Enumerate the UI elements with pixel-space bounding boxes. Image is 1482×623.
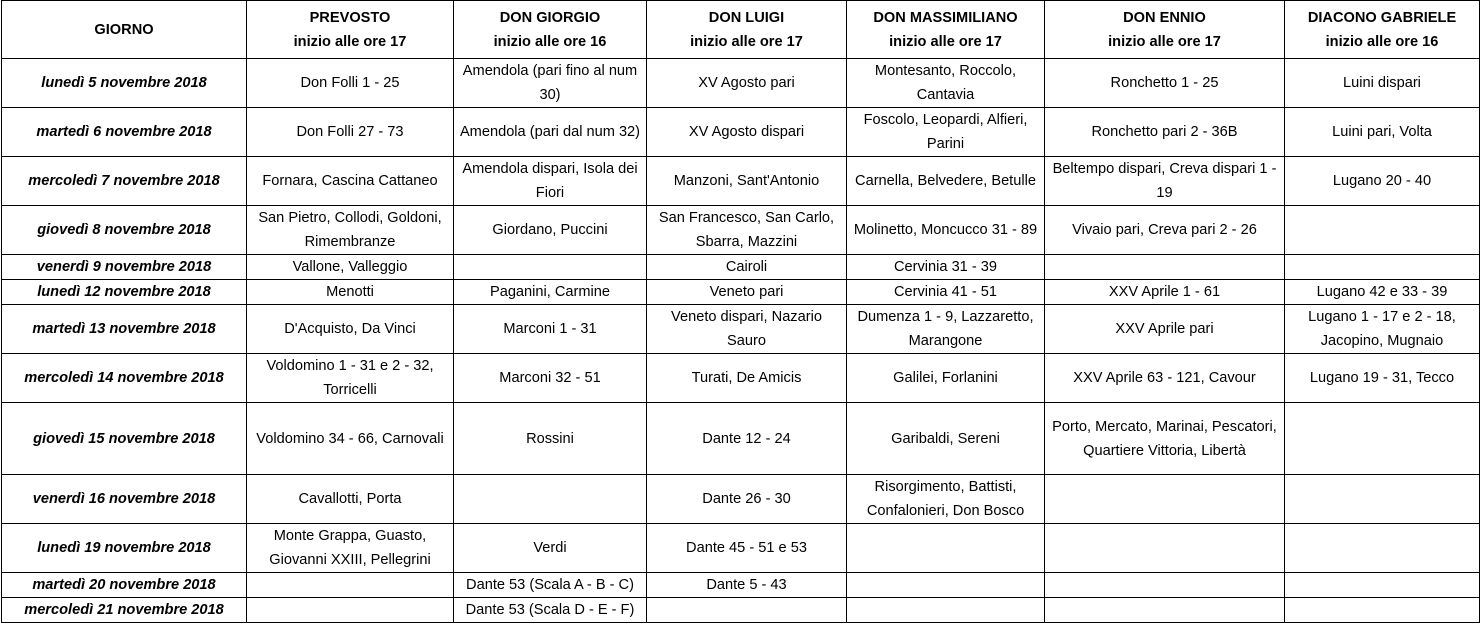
table-cell: Vallone, Valleggio [247, 255, 454, 280]
table-cell [454, 475, 647, 524]
table-cell [1045, 524, 1285, 573]
table-cell: Don Folli 27 - 73 [247, 108, 454, 157]
table-row [2, 403, 1480, 475]
table-cell: Dante 53 (Scala D - E - F) [454, 598, 647, 623]
table-cell: Vivaio pari, Creva pari 2 - 26 [1045, 206, 1285, 255]
table-cell: Giordano, Puccini [454, 206, 647, 255]
table-cell: Dante 53 (Scala A - B - C) [454, 573, 647, 598]
table-cell: San Francesco, San Carlo, Sbarra, Mazzini [647, 206, 847, 255]
table-cell [1045, 255, 1285, 280]
col-header-start-time: inizio alle ore 16 [493, 33, 607, 50]
table-cell [1045, 598, 1285, 623]
table-cell: Montesanto, Roccolo, Cantavia [847, 59, 1045, 108]
table-cell [847, 573, 1045, 598]
table-cell: Dumenza 1 - 9, Lazzaretto, Marangone [847, 305, 1045, 354]
table-cell: Voldomino 34 - 66, Carnovali [247, 403, 454, 475]
table-cell: Lugano 20 - 40 [1285, 157, 1480, 206]
table-cell [1285, 475, 1480, 524]
col-header-title: PREVOSTO [309, 9, 391, 26]
table-cell: Lugano 1 - 17 e 2 - 18, Jacopino, Mugnaio [1285, 305, 1480, 354]
schedule-table [1, 0, 1480, 623]
table-cell [847, 598, 1045, 623]
table-cell: Turati, De Amicis [647, 354, 847, 403]
table-cell [247, 598, 454, 623]
table-cell: Foscolo, Leopardi, Alfieri, Parini [847, 108, 1045, 157]
col-header-title: GIORNO [94, 21, 154, 38]
day-cell: martedì 13 novembre 2018 [2, 305, 247, 354]
table-row [2, 206, 1480, 255]
table-cell: Ronchetto 1 - 25 [1045, 59, 1285, 108]
table-cell: Manzoni, Sant'Antonio [647, 157, 847, 206]
col-header-start-time: inizio alle ore 17 [293, 33, 407, 50]
table-row [2, 280, 1480, 305]
table-cell: Monte Grappa, Guasto, Giovanni XXIII, Pellegrini [247, 524, 454, 573]
col-header-don-luigi [647, 1, 847, 59]
table-cell: Dante 5 - 43 [647, 573, 847, 598]
col-header-don-giorgio [454, 1, 647, 59]
col-header-title: DON ENNIO [1123, 9, 1206, 26]
table-cell: Marconi 1 - 31 [454, 305, 647, 354]
table-row [2, 475, 1480, 524]
table-cell [1285, 524, 1480, 573]
table-cell: Risorgimento, Battisti, Confalonieri, Don Bosco [847, 475, 1045, 524]
day-cell: mercoledì 21 novembre 2018 [2, 598, 247, 623]
table-cell: San Pietro, Collodi, Goldoni, Rimembranze [247, 206, 454, 255]
table-cell [647, 598, 847, 623]
table-cell: Beltempo dispari, Creva dispari 1 - 19 [1045, 157, 1285, 206]
table-cell [1285, 403, 1480, 475]
table-cell: Voldomino 1 - 31 e 2 - 32, Torricelli [247, 354, 454, 403]
table-cell: Amendola (pari fino al num 30) [454, 59, 647, 108]
table-row [2, 598, 1480, 623]
day-cell: venerdì 9 novembre 2018 [2, 255, 247, 280]
col-header-start-time: inizio alle ore 16 [1325, 33, 1439, 50]
day-cell: martedì 20 novembre 2018 [2, 573, 247, 598]
table-cell: Luini pari, Volta [1285, 108, 1480, 157]
table-cell: Fornara, Cascina Cattaneo [247, 157, 454, 206]
col-header-diacono-gabriele [1285, 1, 1480, 59]
col-header-start-time: inizio alle ore 17 [889, 33, 1002, 50]
table-cell [1285, 255, 1480, 280]
table-cell: Lugano 19 - 31, Tecco [1285, 354, 1480, 403]
table-cell: Dante 26 - 30 [647, 475, 847, 524]
table-cell: Ronchetto pari 2 - 36B [1045, 108, 1285, 157]
col-header-start-time: inizio alle ore 17 [690, 33, 803, 50]
day-cell: mercoledì 7 novembre 2018 [2, 157, 247, 206]
table-cell: Dante 12 - 24 [647, 403, 847, 475]
table-cell: XV Agosto pari [647, 59, 847, 108]
table-row [2, 108, 1480, 157]
table-row [2, 255, 1480, 280]
table-cell: Lugano 42 e 33 - 39 [1285, 280, 1480, 305]
header-row [2, 1, 1480, 59]
table-cell: Veneto pari [647, 280, 847, 305]
table-cell [1285, 598, 1480, 623]
table-cell: Cavallotti, Porta [247, 475, 454, 524]
col-header-don-massimiliano [847, 1, 1045, 59]
day-cell: giovedì 15 novembre 2018 [2, 403, 247, 475]
table-row [2, 157, 1480, 206]
table-cell: Amendola (pari dal num 32) [454, 108, 647, 157]
table-cell: Amendola dispari, Isola dei Fiori [454, 157, 647, 206]
day-cell: mercoledì 14 novembre 2018 [2, 354, 247, 403]
day-cell: martedì 6 novembre 2018 [2, 108, 247, 157]
day-cell: venerdì 16 novembre 2018 [2, 475, 247, 524]
table-cell: Carnella, Belvedere, Betulle [847, 157, 1045, 206]
col-header-title: DON LUIGI [708, 9, 785, 26]
table-cell [1285, 206, 1480, 255]
day-cell: lunedì 5 novembre 2018 [2, 59, 247, 108]
table-row [2, 354, 1480, 403]
col-header-don-ennio [1045, 1, 1285, 59]
table-cell: Paganini, Carmine [454, 280, 647, 305]
table-cell: Cairoli [647, 255, 847, 280]
table-cell: Cervinia 41 - 51 [847, 280, 1045, 305]
table-cell: Porto, Mercato, Marinai, Pescatori, Quartiere Vittoria, Libertà [1045, 403, 1285, 475]
table-cell: D'Acquisto, Da Vinci [247, 305, 454, 354]
day-cell: giovedì 8 novembre 2018 [2, 206, 247, 255]
table-cell [454, 255, 647, 280]
table-cell: Luini dispari [1285, 59, 1480, 108]
table-cell: XXV Aprile 63 - 121, Cavour [1045, 354, 1285, 403]
table-cell: Menotti [247, 280, 454, 305]
table-cell: Galilei, Forlanini [847, 354, 1045, 403]
table-cell: XV Agosto dispari [647, 108, 847, 157]
day-cell: lunedì 19 novembre 2018 [2, 524, 247, 573]
day-cell: lunedì 12 novembre 2018 [2, 280, 247, 305]
table-cell [1045, 475, 1285, 524]
table-cell [1045, 573, 1285, 598]
table-cell: Marconi 32 - 51 [454, 354, 647, 403]
table-row [2, 524, 1480, 573]
col-header-title: DON GIORGIO [499, 9, 601, 26]
table-cell: Dante 45 - 51 e 53 [647, 524, 847, 573]
table-cell: Garibaldi, Sereni [847, 403, 1045, 475]
col-header-giorno [2, 1, 247, 59]
col-header-start-time: inizio alle ore 17 [1108, 33, 1221, 50]
table-cell: Verdi [454, 524, 647, 573]
table-cell [847, 524, 1045, 573]
table-row [2, 59, 1480, 108]
col-header-prevosto [247, 1, 454, 59]
col-header-title: DIACONO GABRIELE [1307, 9, 1457, 26]
table-cell: XXV Aprile pari [1045, 305, 1285, 354]
table-cell: XXV Aprile 1 - 61 [1045, 280, 1285, 305]
table-cell: Veneto dispari, Nazario Sauro [647, 305, 847, 354]
table-cell: Molinetto, Moncucco 31 - 89 [847, 206, 1045, 255]
table-row [2, 305, 1480, 354]
table-cell [1285, 573, 1480, 598]
table-cell: Rossini [454, 403, 647, 475]
table-cell: Cervinia 31 - 39 [847, 255, 1045, 280]
col-header-title: DON MASSIMILIANO [873, 9, 1018, 26]
table-row [2, 573, 1480, 598]
table-cell: Don Folli 1 - 25 [247, 59, 454, 108]
table-cell [247, 573, 454, 598]
